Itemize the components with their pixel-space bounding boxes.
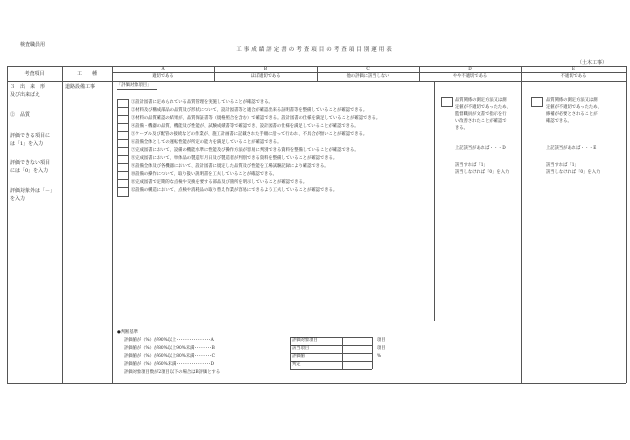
- criteria-item: ⑦完成図書において、設備の機能⽔準に性能及び操作⽅法が容易に判別できる資料を整備していることが確認できる。: [131, 148, 359, 153]
- judgement-rule: 評価値が（%）が60%未満････････････････D: [124, 362, 215, 367]
- summary-label: 該当項⽬: [292, 346, 310, 351]
- grade-d-note: きる。: [455, 126, 468, 131]
- grade-e-letter: E: [571, 67, 576, 72]
- grade-e-note: 定値が不適切であったため、: [546, 105, 602, 110]
- note-can-eval: 評価できる項⽬に: [10, 133, 51, 139]
- summary-label: 判定: [292, 362, 301, 367]
- grade-d-note: 定値が不適切であったため、: [455, 105, 511, 110]
- eval-target-label-underline: [117, 89, 157, 90]
- eval-target-label: 「評価対象項⽬」: [117, 83, 152, 88]
- judgement-rule: 評価対象項⽬数が2項⽬以下の場合はB評価とする: [124, 370, 221, 375]
- criteria-item: ②材料及び構成部品の品質及び形状について、設計図書等と適合が確認出来る証明書等を整備していることが確認できる。: [131, 108, 368, 113]
- grade-e-desc: 不適切である: [560, 74, 587, 79]
- page-title: ⼯事成績評定書の考査項⽬の考査項⽬別運⽤表: [236, 47, 394, 53]
- sub-item-quality: ② 品質: [10, 112, 31, 118]
- grade-a-desc: 適切である: [152, 74, 174, 79]
- work-type: 道路設備⼯事: [65, 84, 96, 90]
- criteria-item: ⑪完成図書で定期的な点検や交換を要する部品及び箇所を明⽰していることが確認できる。: [131, 180, 308, 185]
- grade-e-note: 修補が必要とされることが: [546, 112, 598, 117]
- summary-unit: 項⽬: [377, 346, 386, 351]
- note-can-eval-2: は「1」を⼊⼒: [10, 141, 44, 147]
- judgement-rule: 評価値が（%）が60%以上80%未満････････C: [124, 354, 215, 359]
- grade-e-checkbox[interactable]: [531, 97, 543, 107]
- grade-d-checkbox[interactable]: [441, 97, 453, 107]
- summary-value-field[interactable]: [343, 346, 371, 353]
- judgement-heading: ●判断基準: [117, 330, 138, 335]
- item-name: ３ 出 来 形: [10, 84, 46, 90]
- grade-d-note: 品質関係の測定⽅法⼜は測: [455, 98, 507, 103]
- judgement-rule: 評価値が（%）が90%以上････････････････A: [124, 338, 214, 343]
- criteria-item: ⑨設備全体及び各機器において、設計図書に規定した品質及び性能を⼯場試験記録により確認できる。: [131, 164, 329, 169]
- grade-e-note: 品質関係の測定⽅法⼜は測: [546, 98, 598, 103]
- criteria-item: ⑩設備の操作について、取り扱い説明書を⼯夫していることが確認できる。: [131, 172, 277, 177]
- note-not-applicable-2: を⼊⼒: [10, 196, 26, 202]
- dept-label: 検査職員⽤: [20, 42, 46, 48]
- summary-label: 評価対象項⽬: [292, 338, 318, 343]
- criteria-item: ③材料の品質確認の結果が、品質保証書等（規格照合を含む）で確認できる。設計図書の仕様を満足していることが確認できる。: [131, 116, 381, 121]
- criteria-item: ①設計図書に定められている品質管理を実施していることが確認できる。: [131, 100, 273, 105]
- summary-value-field[interactable]: [343, 354, 371, 361]
- grade-e-rule: 該当しなければ「0」を⼊⼒: [546, 170, 601, 175]
- grade-a-letter: A: [161, 67, 165, 72]
- grade-b-desc: ほぼ適切である: [250, 74, 281, 79]
- grade-e-rule: 該当すれば「1」: [546, 163, 579, 168]
- grade-d-note: 監督職員が⽂書で指⽰を⾏: [455, 112, 507, 117]
- criteria-item: ⑤ケーブル及び配管の接続などの作業が、施⼯計画書に記載された⼿順に沿って⾏われ、不具合が無いことが確認できる。: [131, 132, 368, 137]
- grade-c-desc: 他の評価に該当しない: [346, 74, 390, 79]
- criteria-checkbox[interactable]: [117, 187, 129, 197]
- note-not-applicable: 評価対象外は「－」: [10, 188, 56, 194]
- summary-unit: %: [377, 354, 382, 359]
- criteria-item: ⑫設備の構造において、点検や消耗品の取り替え作業が容易にできるよう⼯夫していることが確認できる。: [131, 188, 338, 193]
- grade-d-letter: D: [468, 67, 472, 72]
- note-cannot-eval-2: には「0」を⼊⼒: [10, 168, 49, 174]
- col-header-type: ⼯ 種: [76, 71, 97, 77]
- criteria-item: ④設備・機器の品質、機能及び性能が、試験成績書等で確認でき、設計図書の仕様を満足していることが確認できる。: [131, 124, 359, 129]
- grade-d-rule: 該当すれば「1」: [455, 163, 488, 168]
- summary-value-field[interactable]: [343, 338, 371, 345]
- grade-d-rule: 上記該当があれば・・・D: [455, 146, 506, 151]
- summary-unit: 項⽬: [377, 338, 386, 343]
- grade-d-rule: 該当しなければ「0」を⼊⼒: [455, 170, 510, 175]
- summary-label: 評価値: [292, 354, 305, 359]
- judgement-rule: 評価値が（%）が80%以上90%未満････････B: [124, 346, 215, 351]
- grade-e-note: 確認できる。: [546, 119, 572, 124]
- criteria-item: ⑧完成図書において、単体品の製造年⽉⽇及び製造者が判別できる資料を整備していることが確認できる。: [131, 156, 338, 161]
- grade-d-note: い改善されたことが確認で: [455, 119, 507, 124]
- grade-e-rule: 上記該当があれば・・・E: [546, 146, 597, 151]
- criteria-item: ⑥設備全体としての運転性能が所定の能⼒を満⾜していることが確認できる。: [131, 140, 282, 145]
- item-name-line2: 及び出来ばえ: [10, 92, 41, 98]
- col-header-item: 考査項⽬: [24, 71, 45, 77]
- grade-b-letter: B: [263, 67, 268, 72]
- category-label: （⼟⽊⼯事）: [577, 60, 608, 66]
- summary-value-field[interactable]: [343, 362, 371, 369]
- grade-d-desc: やや不適切である: [452, 74, 488, 79]
- grade-c-letter: C: [366, 67, 370, 72]
- note-cannot-eval: 評価できない項⽬: [10, 160, 51, 166]
